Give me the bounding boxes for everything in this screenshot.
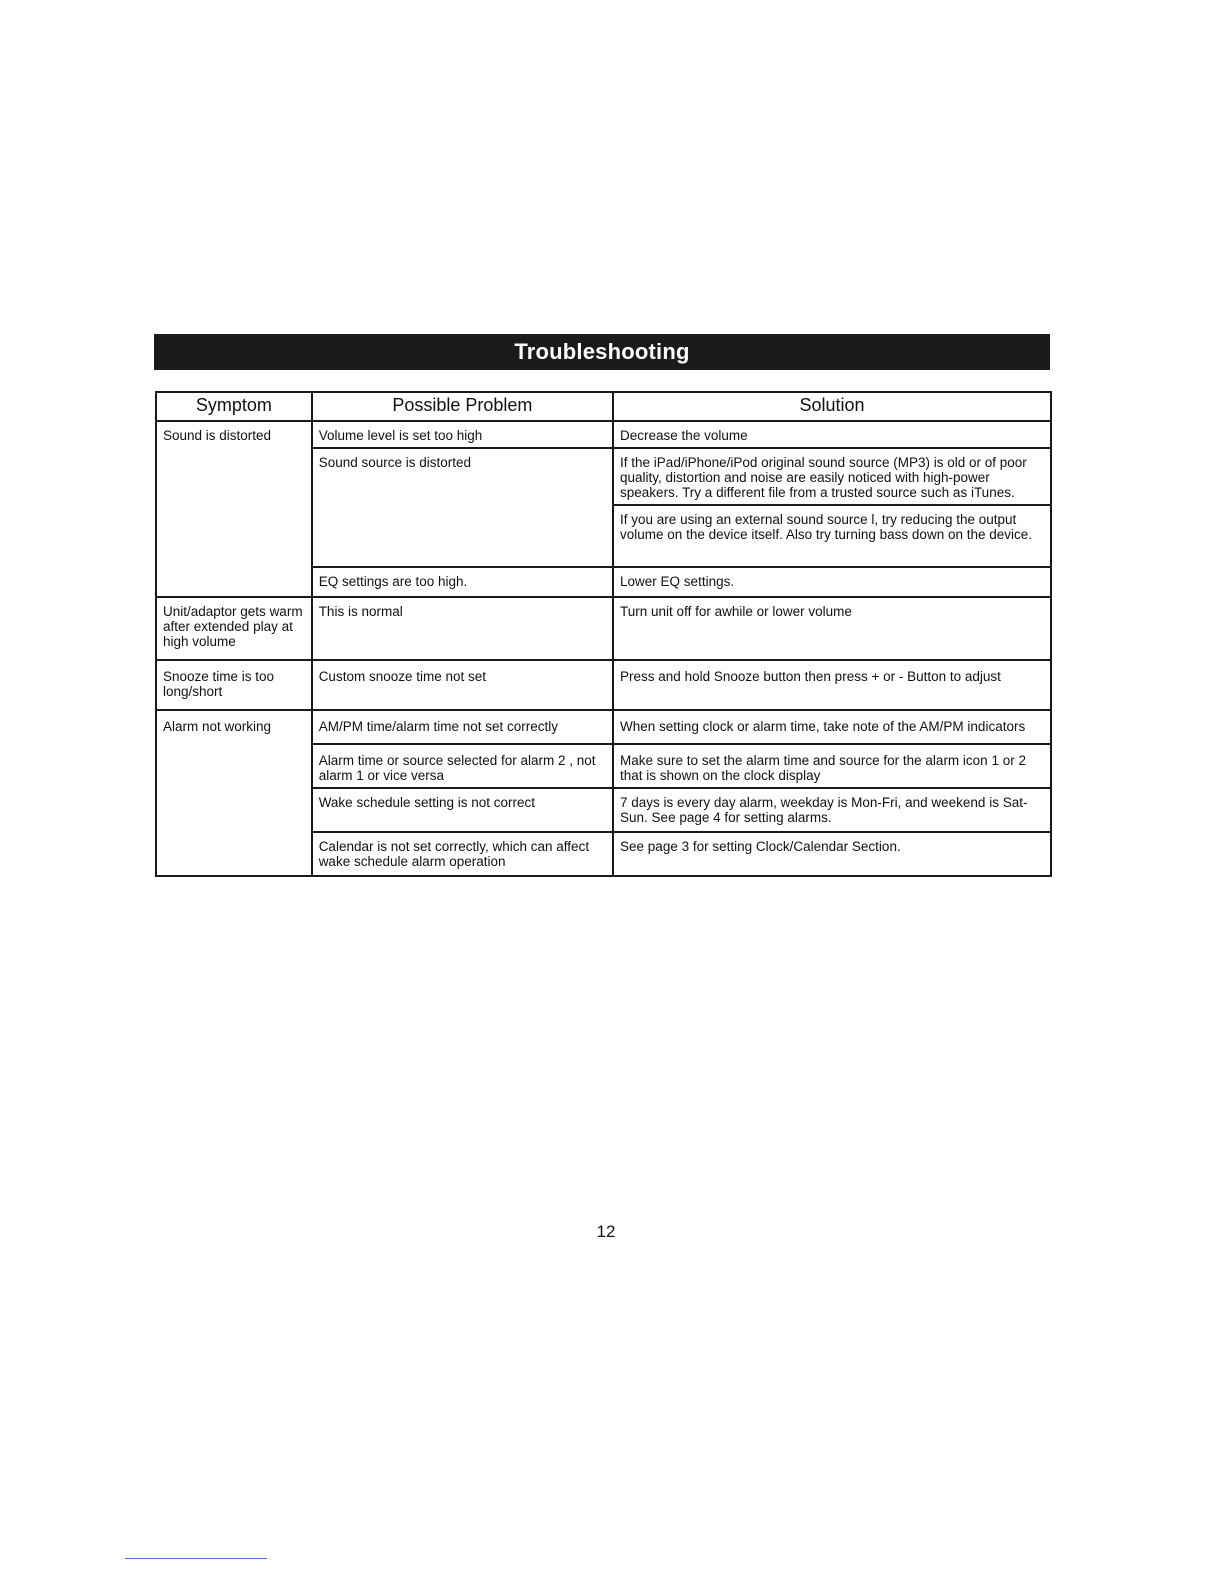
table-header-row (156, 392, 1051, 421)
problem-cell: Calendar is not set correctly, which can affect wake schedule alarm operation (312, 832, 613, 876)
symptom-cell: Unit/adaptor gets warm after extended play at high volume (156, 597, 312, 660)
problem-cell: This is normal (312, 597, 613, 660)
problem-cell: AM/PM time/alarm time not set correctly (312, 710, 613, 744)
solution-cell: Lower EQ settings. (613, 567, 1051, 597)
solution-cell: 7 days is every day alarm, weekday is Mon-Fri, and weekend is Sat-Sun. See page 4 for setting alarms. (613, 788, 1051, 832)
solution-cell: See page 3 for setting Clock/Calendar Section. (613, 832, 1051, 876)
symptom-cell: Snooze time is too long/short (156, 660, 312, 710)
solution-cell: Turn unit off for awhile or lower volume (613, 597, 1051, 660)
table-row (156, 597, 1051, 660)
problem-cell: EQ settings are too high. (312, 567, 613, 597)
solution-cell: When setting clock or alarm time, take note of the AM/PM indicators (613, 710, 1051, 744)
table-row (156, 660, 1051, 710)
table-row (156, 421, 1051, 448)
solution-cell: Make sure to set the alarm time and source for the alarm icon 1 or 2 that is shown on the clock display (613, 744, 1051, 788)
header-solution: Solution (613, 392, 1051, 421)
symptom-cell: Alarm not working (156, 710, 312, 876)
footer-rule (125, 1558, 267, 1559)
section-title-bar (154, 334, 1050, 370)
troubleshooting-table (155, 391, 1052, 877)
page-number: 12 (596, 1222, 616, 1241)
solution-cell: Decrease the volume (613, 421, 1051, 448)
table-row (156, 710, 1051, 744)
section-title: Troubleshooting (514, 339, 690, 364)
solution-cell: If you are using an external sound source l, try reducing the output volume on the device itself. Also try turning bass down on the device. (613, 505, 1051, 567)
problem-cell: Alarm time or source selected for alarm 2 , not alarm 1 or vice versa (312, 744, 613, 788)
problem-cell: Custom snooze time not set (312, 660, 613, 710)
solution-cell: Press and hold Snooze button then press + or - Button to adjust (613, 660, 1051, 710)
problem-cell: Wake schedule setting is not correct (312, 788, 613, 832)
header-problem: Possible Problem (312, 392, 613, 421)
problem-cell: Volume level is set too high (312, 421, 613, 448)
symptom-cell: Sound is distorted (156, 421, 312, 597)
solution-cell: If the iPad/iPhone/iPod original sound source (MP3) is old or of poor quality, distortion and noise are easily noticed with high-power speakers. Try a different file from a trusted source such as iTunes. (613, 448, 1051, 505)
problem-cell: Sound source is distorted (312, 448, 613, 567)
header-symptom: Symptom (156, 392, 312, 421)
